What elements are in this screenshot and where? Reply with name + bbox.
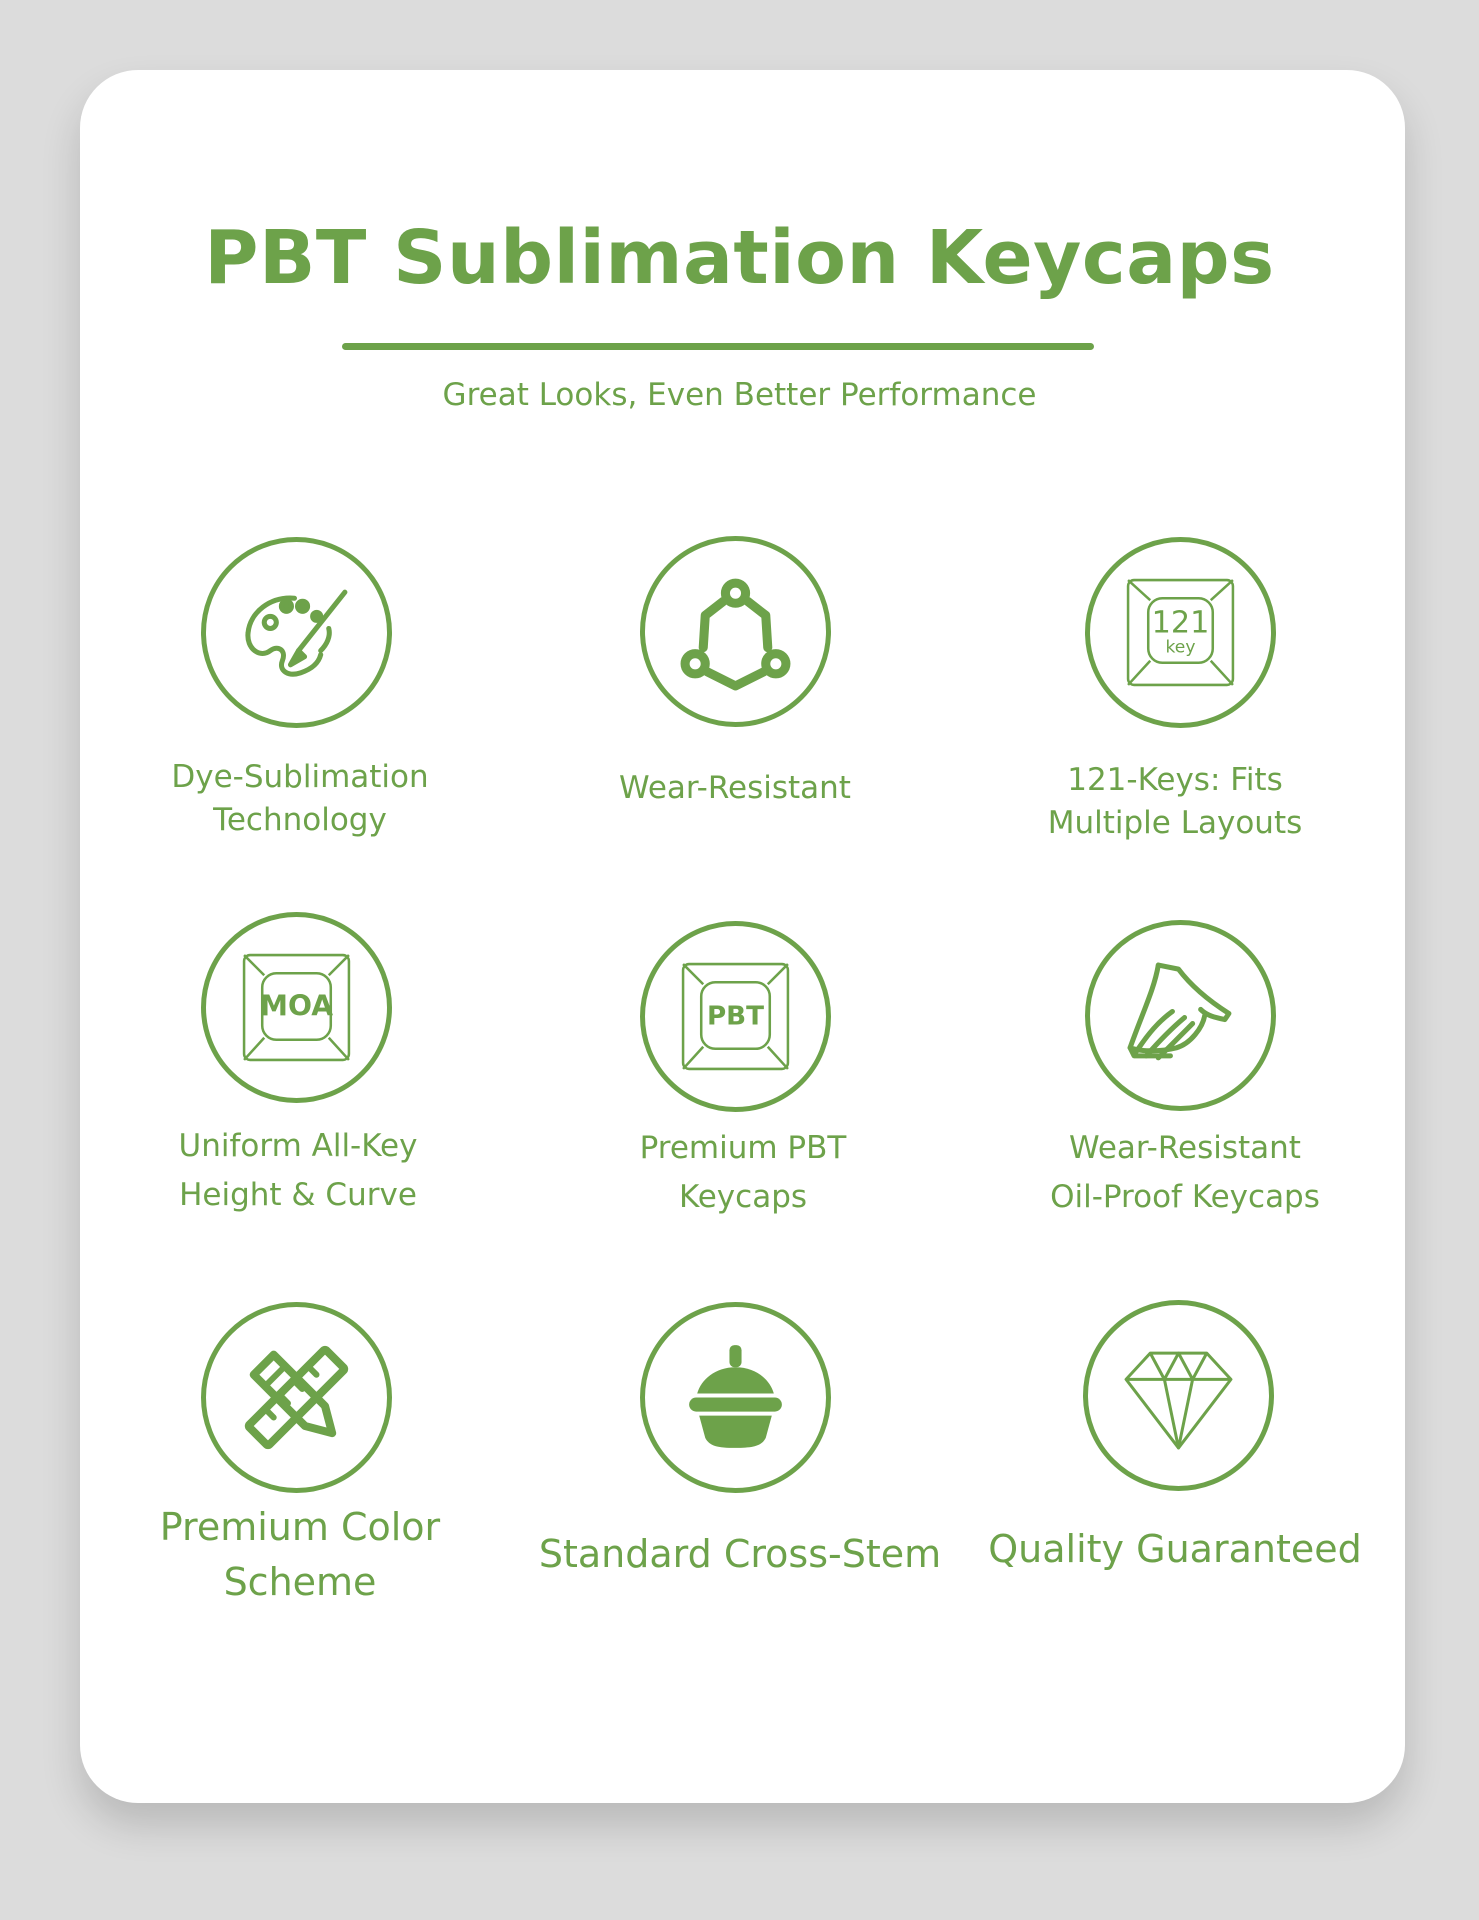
feature-label-121-keys: 121-Keys: Fits Multiple Layouts [1047, 762, 1303, 842]
feature-label-color-scheme: Premium Color Scheme [159, 1505, 441, 1605]
keycap-moa-icon [201, 912, 392, 1103]
feature-label-oil-proof: Wear-Resistant Oil-Proof Keycaps [1050, 1130, 1320, 1216]
page-subtitle: Great Looks, Even Better Performance [442, 377, 1037, 413]
feature-label-wear-resistant: Wear-Resistant [619, 770, 851, 806]
feature-label-cross-stem: Standard Cross-Stem [538, 1532, 942, 1576]
diamond-icon [1083, 1300, 1274, 1491]
page-title: PBT Sublimation Keycaps [204, 215, 1275, 301]
network-nodes-icon [640, 536, 831, 727]
cross-stem-icon [640, 1302, 831, 1493]
feature-label-quality: Quality Guaranteed [988, 1527, 1362, 1571]
hand-touch-icon [1085, 920, 1276, 1111]
feature-label-dye-sublimation: Dye-Sublimation Technology [171, 759, 429, 839]
feature-label-premium-pbt: Premium PBT Keycaps [639, 1130, 847, 1216]
svg-text:PBT: PBT [706, 1001, 765, 1032]
svg-text:121: 121 [1151, 605, 1210, 641]
keycap-121-icon [1085, 537, 1276, 728]
keycap-pbt-icon [640, 921, 831, 1112]
svg-text:key: key [1165, 637, 1196, 658]
pencil-ruler-icon [201, 1302, 392, 1493]
title-underline [342, 343, 1094, 350]
svg-text:MOA: MOA [259, 989, 334, 1023]
palette-icon [201, 537, 392, 728]
feature-label-uniform-height: Uniform All-Key Height & Curve [178, 1128, 418, 1214]
